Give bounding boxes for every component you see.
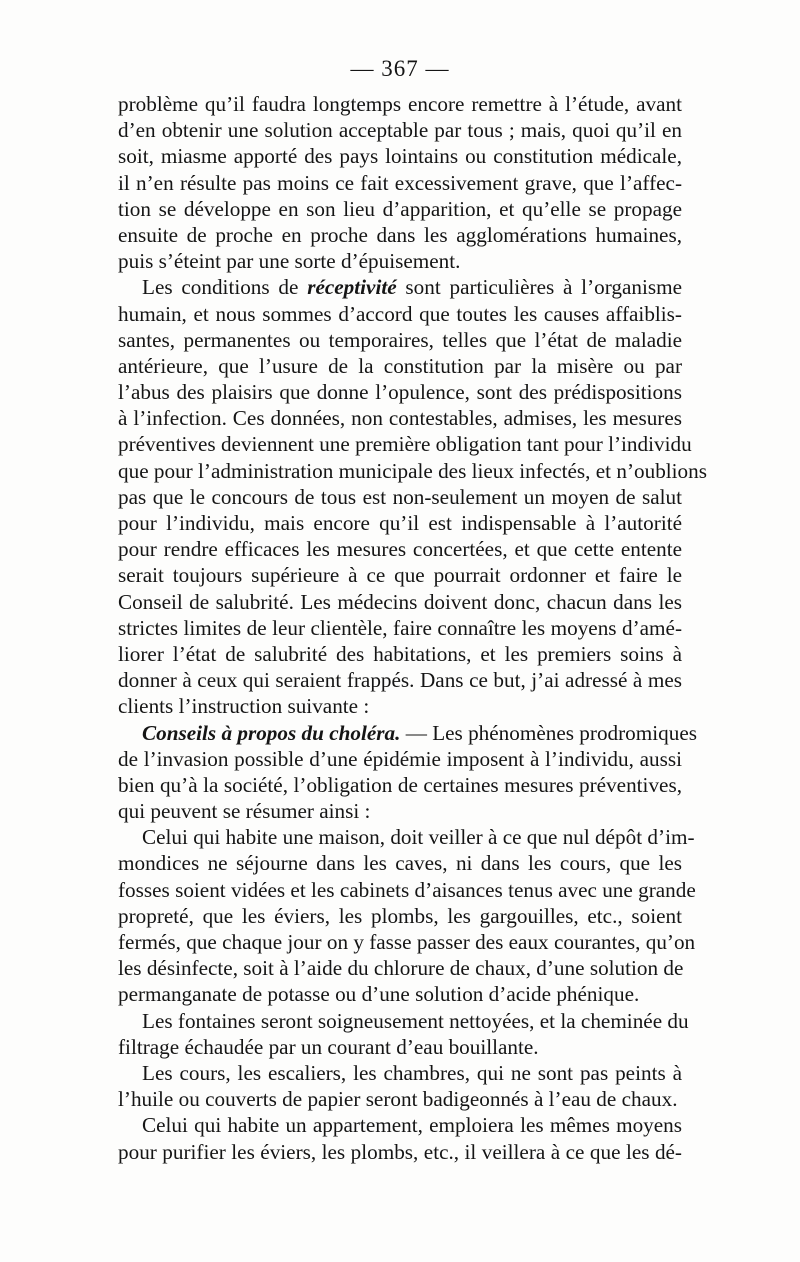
text-line: d’en obtenir une solution acceptable par tous ; mais, quoi qu’il en bbox=[118, 118, 682, 143]
text-line: propreté, que les éviers, les plombs, les gargouilles, etc., soient bbox=[118, 903, 682, 928]
text-line: tion se développe en son lieu d’apparition, et qu’elle se propage bbox=[118, 196, 682, 221]
text-line: permanganate de potasse ou d’une solution d’acide phénique. bbox=[118, 982, 640, 1007]
text-line: préventives deviennent une première obligation tant pour l’individu bbox=[118, 432, 692, 457]
text-line: fosses soient vidées et les cabinets d’aisances tenus avec une grande bbox=[118, 877, 696, 902]
text-line: l’huile ou couverts de papier seront badigeonnés à l’eau de chaux. bbox=[118, 1087, 678, 1112]
paragraph-first-line bbox=[118, 274, 682, 300]
text-line: bien qu’à la société, l’obligation de certaines mesures préventives, bbox=[118, 772, 682, 797]
text-line: mondices ne séjourne dans les caves, ni dans les cours, que les bbox=[118, 851, 682, 876]
body-text bbox=[118, 91, 707, 1165]
text-line: santes, permanentes ou temporaires, telles que l’état de maladie bbox=[118, 327, 682, 352]
text-line: l’abus des plaisirs que donne l’opulence, sont des prédispositions bbox=[118, 380, 682, 405]
text-line: soit, miasme apporté des pays lointains ou constitution médicale, bbox=[118, 144, 682, 169]
text-line: qui peuvent se résumer ainsi : bbox=[118, 799, 371, 824]
page-number: — 367 — bbox=[350, 56, 450, 81]
text-line: pour l’individu, mais encore qu’il est indispensable à l’autorité bbox=[118, 511, 682, 535]
text-line: puis s’éteint par une sorte d’épuisement. bbox=[118, 249, 461, 274]
paragraph-first-line bbox=[118, 720, 697, 746]
text-line: donner à ceux qui seraient frappés. Dans ce but, j’ai adressé à mes bbox=[118, 668, 682, 693]
text-run: sont particulières à l’organisme bbox=[396, 275, 682, 300]
text-line: problème qu’il faudra longtemps encore remettre à l’étude, avant bbox=[118, 92, 682, 116]
text-line: filtrage échaudée par un courant d’eau bouillante. bbox=[118, 1034, 539, 1059]
text-line: que pour l’administration municipale des lieux infectés, et n’oublions bbox=[118, 458, 707, 483]
paragraph-first-line: Celui qui habite un appartement, emploiera les mêmes moyens bbox=[142, 1113, 682, 1138]
text-line: de l’invasion possible d’une épidémie imposent à l’individu, aussi bbox=[118, 746, 682, 771]
italic-term: réceptivité bbox=[307, 275, 397, 300]
text-line: antérieure, que l’usure de la constitution par la misère ou par bbox=[118, 353, 682, 378]
text-line: fermés, que chaque jour on y fasse passer des eaux courantes, qu’on bbox=[118, 930, 696, 954]
text-line: à l’infection. Ces données, non contestables, admises, les mesures bbox=[118, 406, 682, 431]
text-line: liorer l’état de salubrité des habitations, et les premiers soins à bbox=[118, 641, 682, 666]
italic-heading: Conseils à propos du choléra. bbox=[142, 720, 401, 745]
text-line: Conseil de salubrité. Les médecins doivent donc, chacun dans les bbox=[118, 589, 682, 614]
paragraph-first-line: Les fontaines seront soigneusement nettoyées, et la cheminée du bbox=[142, 1008, 689, 1033]
text-line: pour rendre efficaces les mesures concertées, et que cette entente bbox=[118, 537, 682, 562]
text-line: strictes limites de leur clientèle, faire connaître les moyens d’amé- bbox=[118, 615, 682, 640]
text-line: pas que le concours de tous est non-seulement un moyen de salut bbox=[118, 484, 682, 509]
text-line: clients l’instruction suivante : bbox=[118, 694, 370, 719]
text-line: serait toujours supérieure à ce que pourrait ordonner et faire le bbox=[118, 563, 682, 588]
text-line: pour purifier les éviers, les plombs, etc., il veillera à ce que les dé- bbox=[118, 1139, 682, 1164]
text-line: humain, et nous sommes d’accord que toutes les causes affaiblis- bbox=[118, 301, 682, 326]
text-run: — Les phénomènes prodromiques bbox=[400, 720, 697, 745]
text-line: ensuite de proche en proche dans les agglomérations humaines, bbox=[118, 222, 682, 247]
text-run: Les conditions de bbox=[142, 275, 308, 300]
text-line: les désinfecte, soit à l’aide du chlorure de chaux, d’une solution de bbox=[118, 956, 684, 981]
paragraph-first-line: Celui qui habite une maison, doit veiller à ce que nul dépôt d’im- bbox=[142, 825, 695, 850]
paragraph-first-line: Les cours, les escaliers, les chambres, qui ne sont pas peints à bbox=[142, 1060, 682, 1085]
text-line: il n’en résulte pas moins ce fait excessivement grave, que l’affec- bbox=[118, 170, 682, 195]
